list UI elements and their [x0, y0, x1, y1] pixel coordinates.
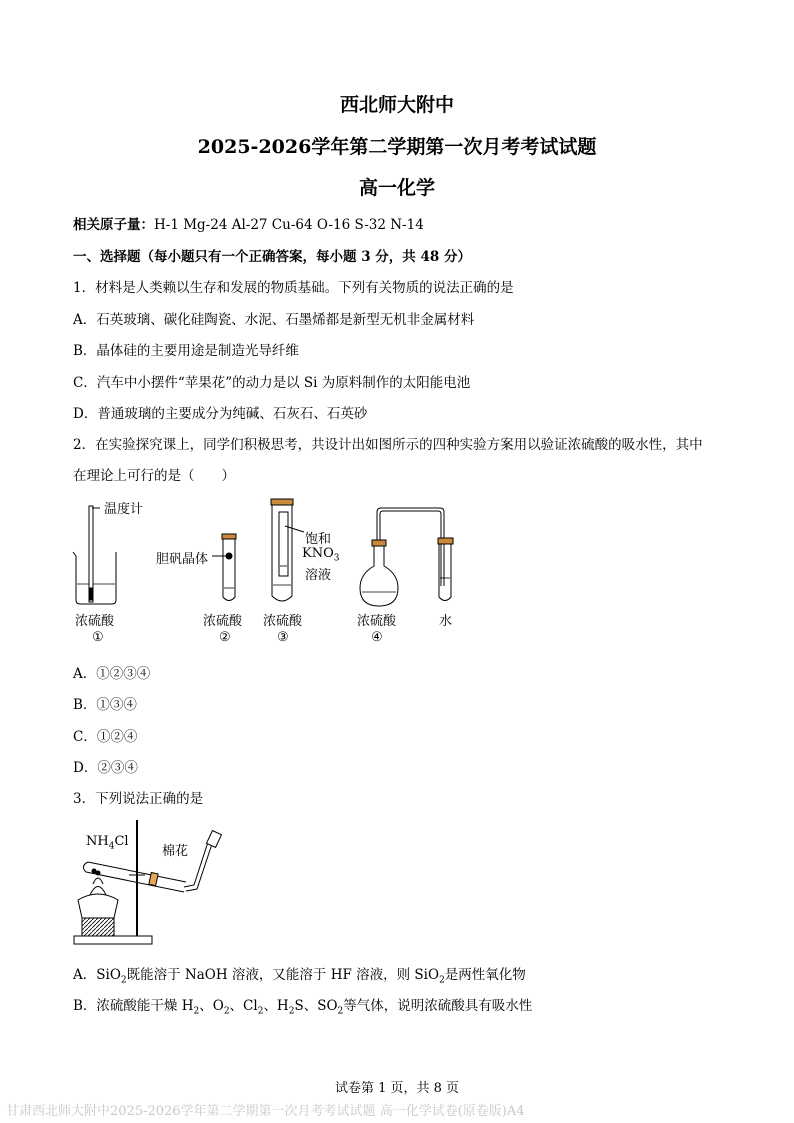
figure-number-3: ③ — [277, 630, 289, 645]
acid-label-4: 浓硫酸 — [357, 614, 397, 629]
q2-stem-line2: 在理论上可行的是（ ） — [73, 468, 235, 484]
q1-option-d: D．普通玻璃的主要成分为纯碱、石灰石、石英砂 — [73, 406, 368, 422]
thermometer-label: 温度计 — [104, 502, 144, 517]
q2-option-d: D．②③④ — [73, 760, 138, 776]
nh4cl-label: $NH_4Cl$ — [86, 834, 129, 852]
q2-stem-line1: 2．在实验探究课上，同学们积极思考，共设计出如图所示的四种实验方案用以验证浓硫酸的吸水性，其中 — [73, 437, 703, 453]
q2-option-c: C．①②④ — [73, 729, 138, 745]
acid-label-1: 浓硫酸 — [75, 614, 115, 629]
section-heading: 一、选择题（每小题只有一个正确答案，每小题 3 分，共 48 分） — [73, 249, 471, 265]
crystal-label: 胆矾晶体 — [156, 552, 209, 567]
acid-label-3: 浓硫酸 — [263, 614, 303, 629]
figure-number-4: ④ — [371, 630, 383, 645]
acid-label-2: 浓硫酸 — [203, 614, 243, 629]
subject-title: 高一化学 — [358, 177, 435, 199]
exam-title: 2025-2026学年第二学期第一次月考考试试题 — [197, 136, 597, 158]
q1-option-b: B．晶体硅的主要用途是制造光导纤维 — [73, 343, 299, 359]
q1-stem: 1．材料是人类赖以生存和发展的物质基础。下列有关物质的说法正确的是 — [73, 280, 514, 296]
figure-number-1: ① — [92, 630, 104, 645]
q1-option-a: A．石英玻璃、碳化硅陶瓷、水泥、石墨烯都是新型无机非金属材料 — [73, 312, 475, 328]
q3-option-a: A．SiO$_2$既能溶于 NaOH 溶液，又能溶于 HF 溶液，则 SiO$_2$是两性氧化物 — [73, 967, 526, 986]
solution-label: 溶液 — [305, 568, 332, 583]
kno3-label: $KNO_3$ — [302, 546, 340, 564]
water-label: 水 — [439, 614, 453, 629]
atomic-masses-label: 相关原子量： — [73, 217, 154, 233]
page-info: 试卷第 1 页，共 8 页 — [334, 1081, 460, 1096]
school-title: 西北师大附中 — [339, 94, 454, 116]
q3-stem: 3．下列说法正确的是 — [73, 791, 204, 807]
q2-option-a: A．①②③④ — [73, 666, 151, 682]
q2-option-b: B．①③④ — [73, 697, 137, 713]
cotton-label: 棉花 — [162, 844, 189, 859]
q1-option-c: C．汽车中小摆件“苹果花”的动力是以 Si 为原料制作的太阳能电池 — [73, 375, 471, 391]
q3-option-b: B．浓硫酸能干燥 $H_2$、$O_2$、$Cl_2$、$H_2S$、$SO_2$等气体，说明浓硫酸具有吸水性 — [73, 998, 533, 1017]
figure-number-2: ② — [219, 630, 231, 645]
atomic-masses-values: H-1 Mg-24 Al-27 Cu-64 O-16 S-32 N-14 — [154, 217, 424, 233]
watermark: 甘肃西北师大附中2025-2026学年第二学期第一次月考考试试题 高一化学试卷(原卷版)A4 — [6, 1104, 525, 1119]
saturated-label: 饱和 — [305, 532, 332, 547]
